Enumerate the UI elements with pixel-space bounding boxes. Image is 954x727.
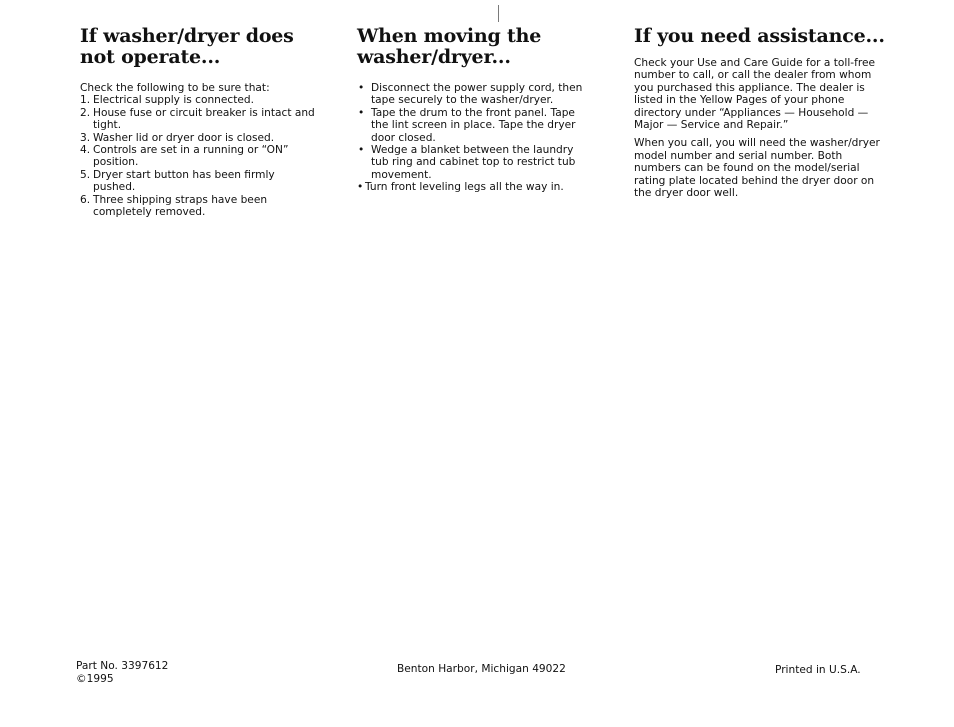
footer-left	[76, 660, 168, 686]
list-item: 4. Controls are set in a running or “ON” position.	[80, 144, 289, 169]
list-item: 3. Washer lid or dryer door is closed.	[80, 131, 275, 144]
assistance-section	[634, 26, 886, 199]
list-item: 2. House fuse or circuit breaker is intact and tight.	[80, 106, 315, 132]
moving-list	[357, 82, 589, 194]
assistance-paragraph: When you call, you will need the washer/dryer model number and serial number. Both numbers can be found on the model/serial rating plate located behind the dryer door on the dryer door well.	[634, 137, 880, 200]
list-item: • Wedge a blanket between the laundry tub ring and cabinet top to restrict tub movement.	[358, 144, 576, 181]
assistance-paragraph: Check your Use and Care Guide for a toll-free number to call, or call the dealer from whom you purchased this appliance. The dealer is listed in the Yellow Pages of your phone directory under “Appliances — Household — Major — Service and Repair.”	[634, 57, 875, 132]
bullet-icon: •	[357, 181, 364, 194]
operate-section	[80, 26, 320, 218]
fold-mark	[498, 5, 499, 22]
bullet-icon: •	[358, 144, 365, 157]
list-item: 6. Three shipping straps have been completely removed.	[80, 193, 268, 219]
list-item: • Turn front leveling legs all the way in.	[357, 181, 564, 194]
operate-heading: If washer/dryer does not operate...	[80, 25, 294, 68]
footer-address: Benton Harbor, Michigan 49022	[397, 663, 566, 675]
operate-intro: Check the following to be sure that:	[80, 82, 270, 94]
part-number: Part No. 3397612	[76, 660, 169, 672]
assistance-heading: If you need assistance...	[634, 25, 885, 47]
list-item: 1. Electrical supply is connected.	[80, 94, 254, 107]
copyright: ©1995	[76, 673, 114, 685]
assistance-body	[634, 57, 886, 199]
list-item: 5. Dryer start button has been firmly pushed.	[80, 168, 275, 194]
moving-body	[357, 82, 589, 194]
list-item: • Disconnect the power supply cord, then tape securely to the washer/dryer.	[358, 82, 583, 107]
list-item: • Tape the drum to the front panel. Tape the lint screen in place. Tape the dryer door closed.	[358, 106, 576, 144]
operate-body	[80, 82, 320, 218]
footer-printed: Printed in U.S.A.	[775, 664, 861, 676]
bullet-icon: •	[358, 82, 365, 94]
bullet-icon: •	[358, 106, 365, 119]
moving-section	[357, 26, 589, 194]
operate-checklist	[80, 94, 320, 218]
moving-heading: When moving the washer/dryer...	[357, 25, 542, 68]
